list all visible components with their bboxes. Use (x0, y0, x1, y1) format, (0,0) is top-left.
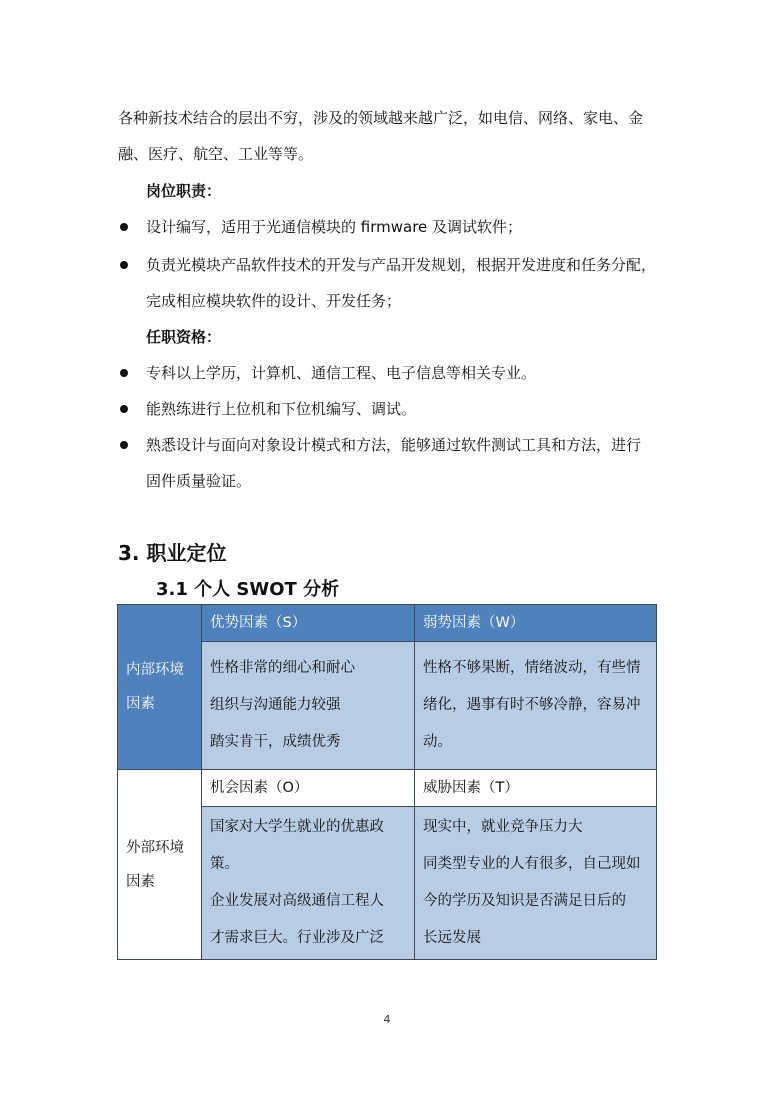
duty-item-2: 负责光模块产品软件技术的开发与产品开发规划，根据开发进度和任务分配， (146, 256, 657, 274)
weakness-item: 绪化，遇事有时不够冷静，容易冲 (423, 697, 641, 713)
bullet-icon (120, 223, 128, 231)
strengths-header: 优势因素（S） (202, 605, 415, 642)
page-number: 4 (383, 1013, 391, 1026)
swot-table (117, 604, 657, 960)
qual-item-3: 熟悉设计与面向对象设计模式和方法，能够通过软件测试工具和方法，进行 (146, 436, 642, 454)
strengths-cell (202, 642, 415, 770)
strength-item: 性格非常的细心和耐心 (210, 660, 355, 676)
threat-item: 现实中，就业竞争压力大 (423, 819, 583, 835)
threats-header: 威胁因素（T） (415, 770, 657, 807)
external-factors-label: 外部环境 因素 (118, 770, 202, 960)
section-title: 3. 职业定位 (118, 541, 227, 565)
bullet-icon (120, 441, 128, 449)
intro-line-2: 融、医疗、航空、工业等等。 (118, 145, 314, 163)
duty-item-1: 设计编写，适用于光通信模块的 firmware 及调试软件； (146, 218, 523, 236)
opportunity-item: 企业发展对高级通信工程人 (210, 893, 384, 909)
opportunity-item: 才需求巨大。行业涉及广泛 (210, 930, 384, 946)
opportunities-cell (202, 807, 415, 960)
opportunity-item: 策。 (210, 856, 239, 872)
weakness-item: 性格不够果断，情绪波动，有些情 (423, 660, 641, 676)
qual-heading: 任职资格： (146, 328, 222, 346)
duties-heading: 岗位职责： (146, 182, 222, 200)
strength-item: 组织与沟通能力较强 (210, 697, 341, 713)
opportunity-item: 国家对大学生就业的优惠政 (210, 819, 384, 835)
qual-item-2: 能熟练进行上位机和下位机编写、调试。 (146, 400, 417, 418)
subsection-title: 3.1 个人 SWOT 分析 (156, 579, 340, 600)
threat-item: 今的学历及知识是否满足日后的 (423, 893, 626, 909)
opportunities-header: 机会因素（O） (202, 770, 415, 807)
bullet-icon (120, 405, 128, 413)
bullet-icon (120, 369, 128, 377)
threat-item: 长远发展 (423, 930, 481, 946)
threats-cell (415, 807, 657, 960)
strength-item: 踏实肯干，成绩优秀 (210, 734, 341, 750)
intro-line-1: 各种新技术结合的层出不穷，涉及的领域越来越广泛，如电信、网络、家电、金 (118, 109, 644, 127)
weakness-item: 动。 (423, 734, 452, 750)
duty-item-2-cont: 完成相应模块软件的设计、开发任务； (146, 292, 402, 310)
weaknesses-header: 弱势因素（W） (415, 605, 657, 642)
threat-item: 同类型专业的人有很多，自己现如 (423, 856, 641, 872)
internal-factors-label: 内部环境 因素 (118, 605, 202, 770)
weaknesses-cell (415, 642, 657, 770)
bullet-icon (120, 261, 128, 269)
qual-item-3-cont: 固件质量验证。 (146, 472, 252, 490)
qual-item-1: 专科以上学历，计算机、通信工程、电子信息等相关专业。 (146, 364, 537, 382)
